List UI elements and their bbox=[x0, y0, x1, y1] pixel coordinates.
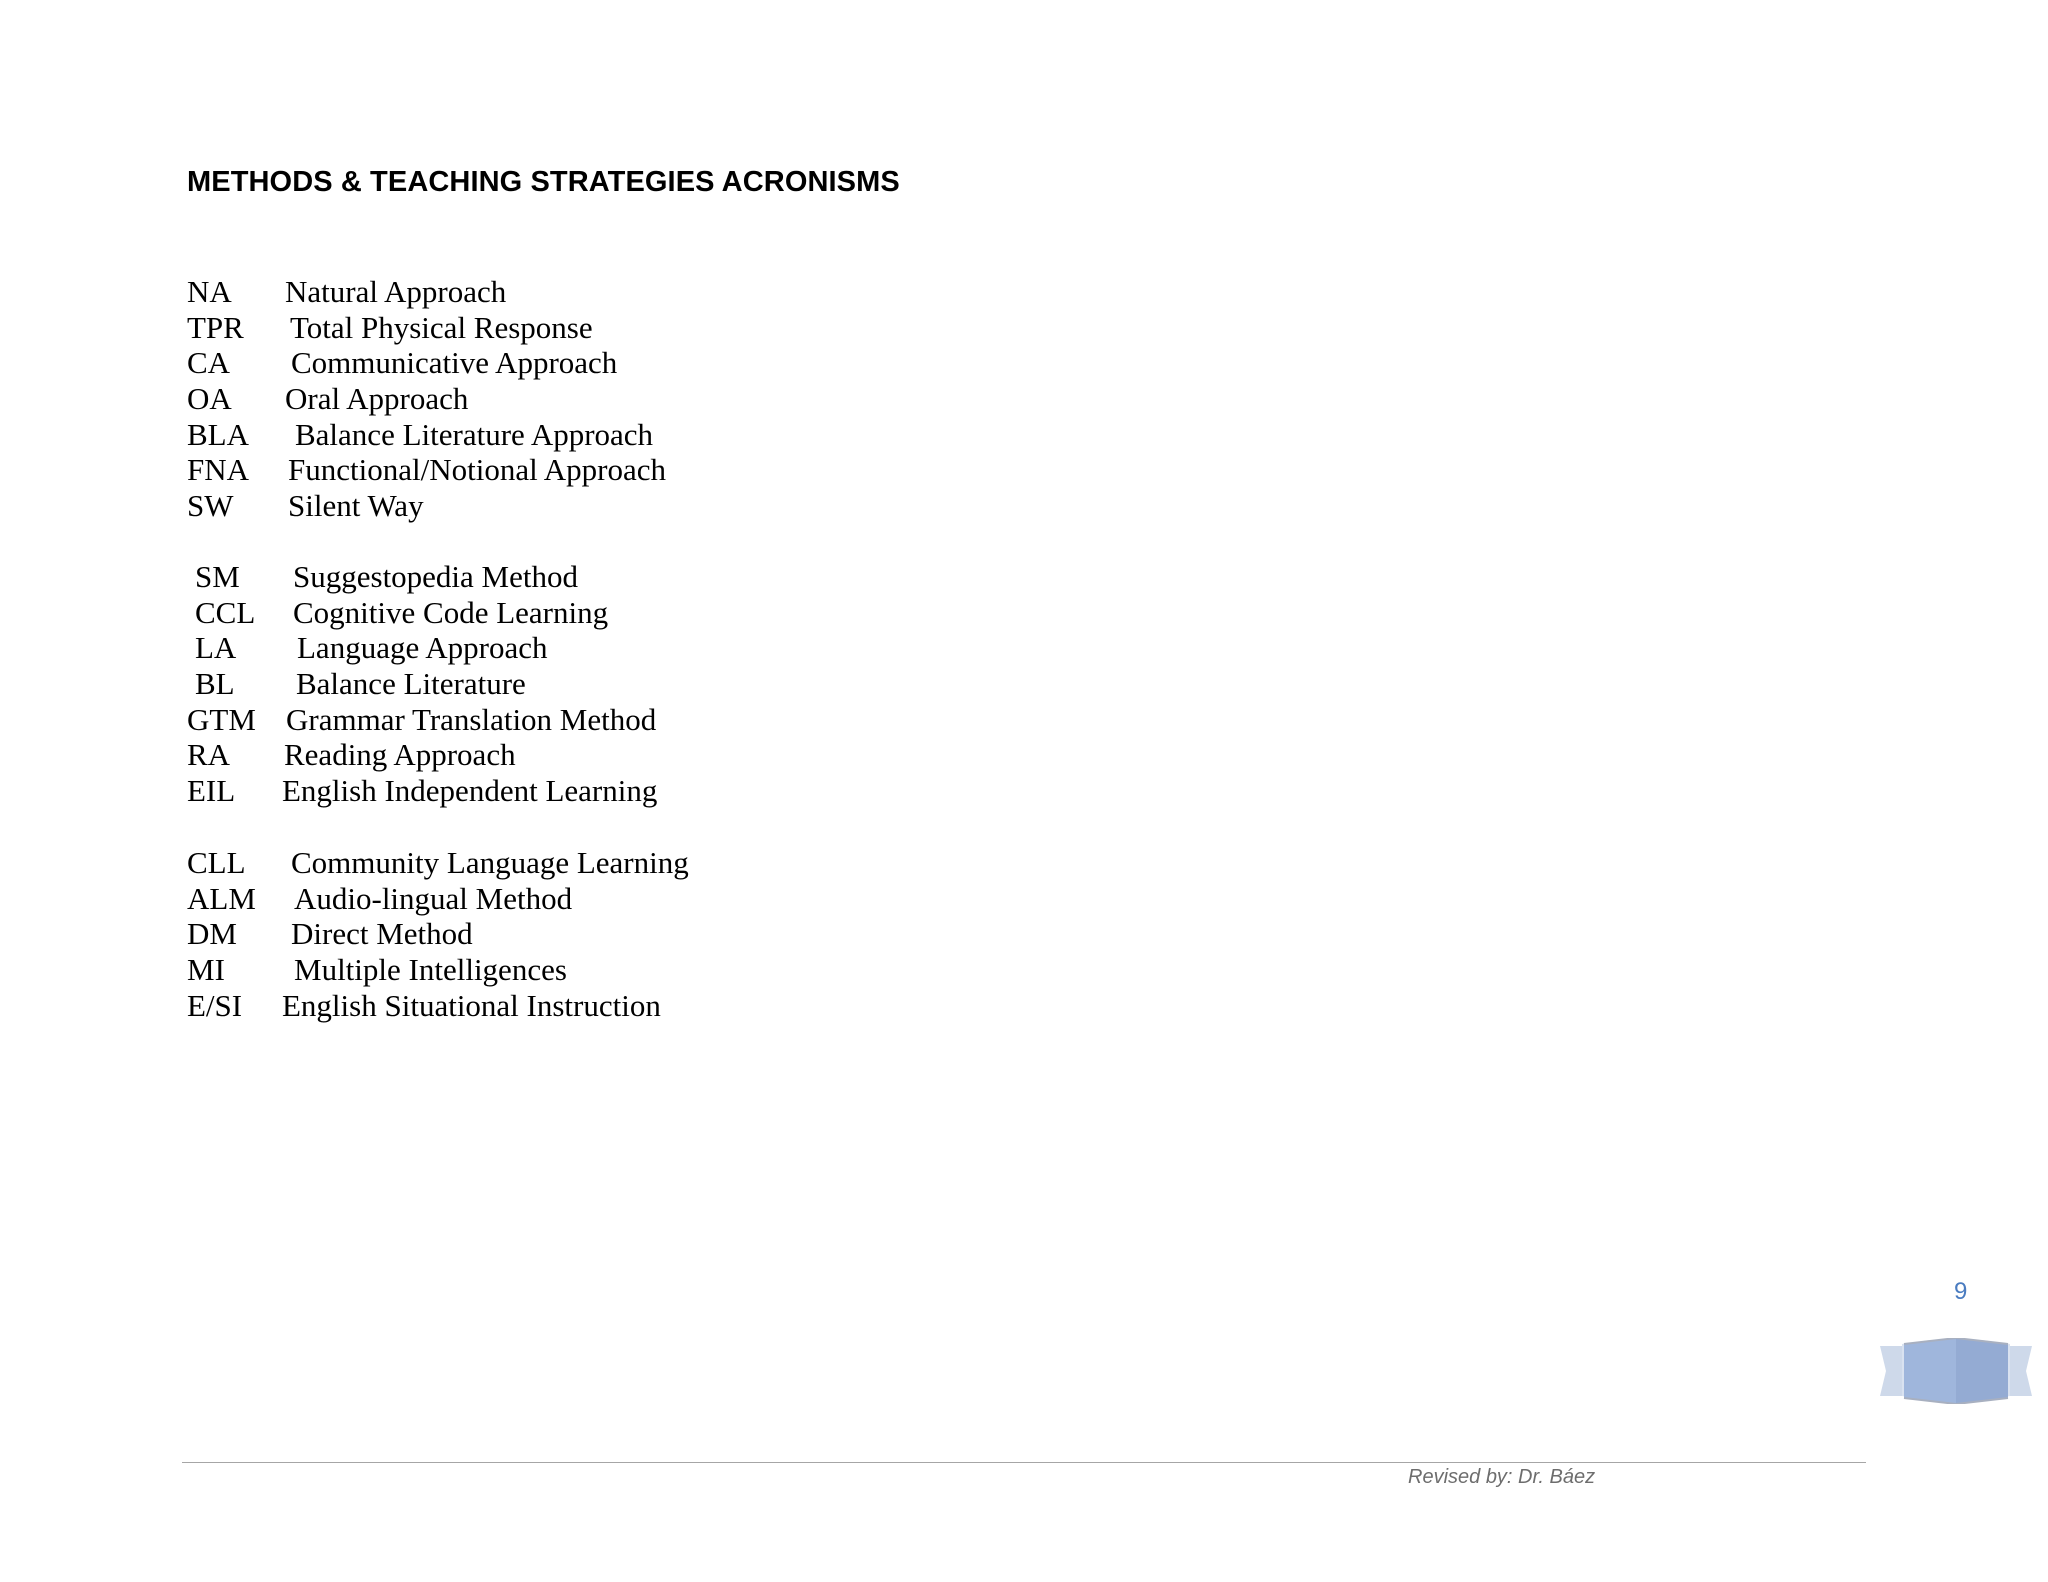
acronym-meaning: Balance Literature bbox=[296, 666, 526, 702]
acronym-meaning: Natural Approach bbox=[285, 274, 507, 309]
acronym-meaning: Balance Literature Approach bbox=[295, 416, 654, 452]
acronym-abbr: OA bbox=[187, 381, 232, 417]
acronym-meaning: Suggestopedia Method bbox=[293, 559, 578, 594]
ribbon-left-tail bbox=[1880, 1346, 1902, 1396]
acronym-abbr: NA bbox=[187, 274, 232, 309]
acronym-abbr: BL bbox=[195, 666, 235, 702]
footer-divider bbox=[182, 1462, 1866, 1463]
acronym-abbr: SW bbox=[187, 488, 234, 524]
acronym-meaning: Audio-lingual Method bbox=[294, 880, 573, 916]
page-ribbon-decoration bbox=[1880, 1338, 2032, 1404]
acronym-abbr: FNA bbox=[187, 452, 250, 488]
acronym-meaning: Communicative Approach bbox=[291, 345, 618, 381]
acronym-meaning: Direct Method bbox=[291, 916, 473, 952]
acronym-abbr: EIL bbox=[187, 773, 236, 809]
acronym-abbr: CA bbox=[187, 345, 231, 381]
acronym-abbr: ALM bbox=[187, 880, 256, 916]
acronym-meaning: Total Physical Response bbox=[290, 309, 593, 345]
acronym-abbr: E/SI bbox=[187, 987, 243, 1023]
acronym-meaning: Silent Way bbox=[288, 488, 424, 524]
acronym-abbr: LA bbox=[195, 630, 237, 666]
page-number: 9 bbox=[1954, 1278, 1968, 1305]
acronym-abbr: GTM bbox=[187, 701, 256, 737]
acronym-meaning: Cognitive Code Learning bbox=[293, 594, 609, 630]
acronym-abbr: BLA bbox=[187, 416, 249, 452]
footer-credit: Revised by: Dr. Báez bbox=[1408, 1466, 1596, 1488]
acronym-meaning: Functional/Notional Approach bbox=[288, 452, 666, 488]
acronym-meaning: Reading Approach bbox=[284, 737, 516, 773]
acronym-meaning: Community Language Learning bbox=[291, 845, 689, 880]
page-title: METHODS & TEACHING STRATEGIES ACRONISMS bbox=[187, 166, 900, 198]
acronym-abbr: SM bbox=[195, 559, 240, 594]
acronym-meaning: English Independent Learning bbox=[282, 773, 658, 809]
ribbon-fold bbox=[1956, 1338, 2008, 1404]
acronym-abbr: CLL bbox=[187, 845, 246, 880]
acronym-abbr: MI bbox=[187, 952, 225, 988]
acronym-meaning: Oral Approach bbox=[285, 381, 469, 417]
acronym-meaning: Language Approach bbox=[297, 630, 548, 666]
ribbon-right-tail bbox=[2010, 1346, 2032, 1396]
acronym-meaning: Grammar Translation Method bbox=[286, 701, 657, 737]
acronym-meaning: English Situational Instruction bbox=[282, 987, 661, 1023]
acronym-abbr: TPR bbox=[187, 309, 244, 345]
acronym-abbr: CCL bbox=[195, 594, 256, 630]
acronym-abbr: DM bbox=[187, 916, 237, 952]
acronym-abbr: RA bbox=[187, 737, 231, 773]
acronym-meaning: Multiple Intelligences bbox=[294, 952, 567, 988]
